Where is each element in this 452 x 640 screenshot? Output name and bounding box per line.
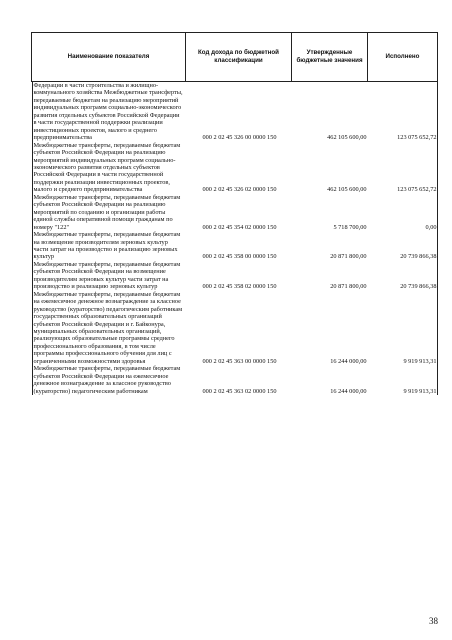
row-name: Межбюджетные трансферты, передаваемые бюджетам на возмещение производителям зерновых культур части затрат на производство и реализацию зерновых культур <box>33 231 181 261</box>
row-executed: 123 075 652,72 <box>397 186 437 194</box>
row-code: 000 2 02 45 326 00 0000 150 <box>202 134 277 142</box>
table-header <box>32 33 438 82</box>
row-name: Межбюджетные трансферты, передаваемые бюджетам субъектов Российской Федерации на возмещение производителям зерновых культур части затрат на производство и реализацию зерновых культур <box>33 260 181 291</box>
row-code: 000 2 02 45 354 02 0000 150 <box>202 223 277 231</box>
row-code: 000 2 02 45 363 00 0000 150 <box>202 357 277 365</box>
header-code: Код дохода по бюджетной классификации <box>186 33 292 82</box>
row-approved: 20 871 800,00 <box>330 283 367 291</box>
table-row <box>33 142 437 194</box>
table-row <box>33 365 437 395</box>
row-name: Межбюджетные трансферты, передаваемые бюджетам субъектов Российской Федерации на реализацию мероприятий по созданию и организации работы единой службы оперативной помощи гражданам по номеру "122" <box>33 193 181 231</box>
row-code: 000 2 02 45 358 02 0000 150 <box>202 283 277 291</box>
row-name: Межбюджетные трансферты, передаваемые бюджетам субъектов Российской Федерации на ежемесячное денежное вознаграждение за классное руководство (кураторство) педагогическим работникам <box>33 365 181 395</box>
table-row <box>33 82 437 142</box>
row-approved: 462 105 600,00 <box>327 186 367 194</box>
table-row <box>33 231 437 261</box>
row-name: Межбюджетные трансферты, передаваемые бюджетам субъектов Российской Федерации на реализацию мероприятий индивидуальных программ социально-экономического развития отдельных субъектов Российской Федерации в части государственной поддержки реализации инвестиционных проектов, малого и среднего предпринимательства <box>33 141 181 194</box>
table-body <box>32 82 438 395</box>
row-approved: 20 871 800,00 <box>330 253 367 261</box>
page-number: 38 <box>429 616 438 626</box>
row-code: 000 2 02 45 358 00 0000 150 <box>202 253 277 261</box>
header-approved: Утвержденные бюджетные значения <box>292 33 368 82</box>
row-name: Федерации в части строительства и жилищно-коммунального хозяйства Межбюджетные трансферты, передаваемые бюджетам на реализацию мероприятий индивидуальных программ социально-экономического развития отдельных субъектов Российской Федерации в части государственной поддержки реализации инвестиционных проектов, малого и среднего предпринимательства <box>33 82 183 142</box>
row-code: 000 2 02 45 326 02 0000 150 <box>202 186 277 194</box>
row-executed: 20 739 866,38 <box>400 283 437 291</box>
table-row <box>33 194 437 231</box>
row-approved: 16 244 000,00 <box>330 357 367 365</box>
row-executed: 9 919 913,31 <box>403 357 437 365</box>
row-approved: 5 718 700,00 <box>333 223 367 231</box>
row-approved: 16 244 000,00 <box>330 387 367 395</box>
table-row <box>33 261 437 291</box>
row-executed: 9 919 913,31 <box>403 387 437 395</box>
row-name: Межбюджетные трансферты, передаваемые бюджетам на ежемесячное денежное вознаграждение за классное руководство (кураторство) педагогическим работникам государственных образовательных организаций субъектов Российской Федерации и г. Байконура, муниципальных образовательных организаций, реализующих образовательные программы среднего профессионального образования, в том числе программы профессионального обучения для лиц с ограниченными возможностями здоровья <box>33 290 183 365</box>
budget-table <box>31 32 438 395</box>
row-executed: 123 075 652,72 <box>397 134 437 142</box>
row-executed: 0,00 <box>425 223 437 231</box>
header-name: Наименование показателя <box>32 33 186 82</box>
table-row <box>33 291 437 366</box>
header-executed: Исполнено <box>368 33 438 82</box>
row-approved: 462 105 600,00 <box>327 134 367 142</box>
row-code: 000 2 02 45 363 02 0000 150 <box>202 387 277 395</box>
row-executed: 20 739 866,38 <box>400 253 437 261</box>
